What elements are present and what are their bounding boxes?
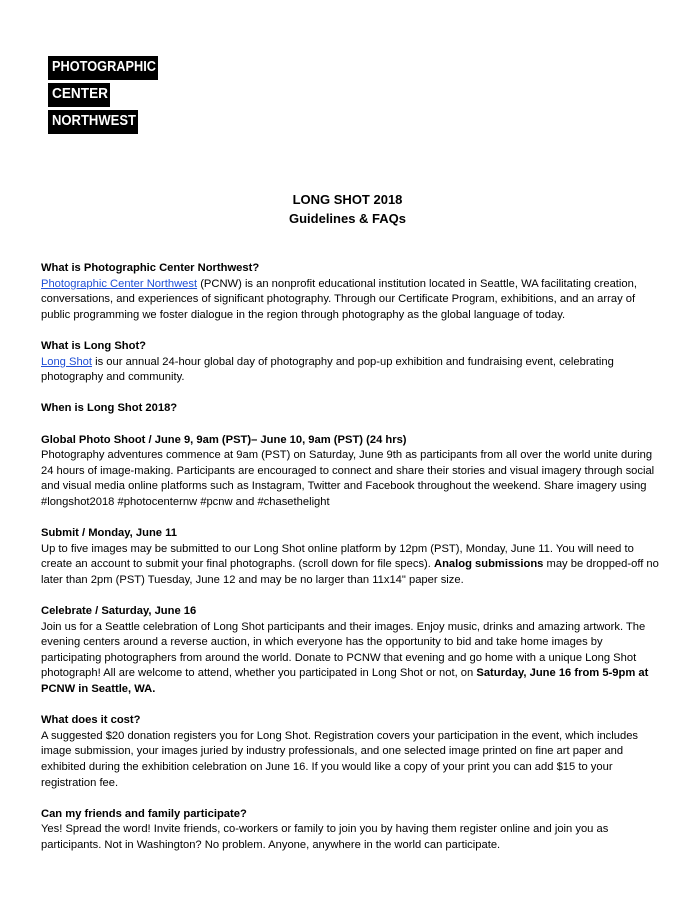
section-heading: Global Photo Shoot / June 9, 9am (PST)– June 10, 9am (PST) (24 hrs) — [41, 433, 407, 446]
section-heading: Can my friends and family participate? — [41, 807, 247, 820]
title-line-2: Guidelines & FAQs — [288, 211, 407, 226]
section-what-is-pcnw — [41, 261, 661, 323]
section-text-body: Join us for a Seattle celebration of Long Shot participants and their images. Enjoy music, drinks and amazing artwork. The evening centers around a reverse auction, in which everyone has the opportunity to bid and take home images by participating photographers from around the world. Donate to PCNW that evening and go home with a unique Long Shot photograph! All are welcome to attend, whether you participated in Long Shot or not, on — [41, 620, 646, 680]
section-text-body: (PCNW) is an nonprofit educational institution located in Seattle, WA facilitating creation, conversations, and experiences of significant photography. Through our Certificate Program, exhibitions, and an array of public programming we foster dialogue in the region through photography as the global language of today. — [41, 277, 637, 321]
pcnw-logo — [48, 56, 158, 134]
section-text: A suggested $20 donation registers you for Long Shot. Registration covers your participation in the event, which includes image submission, your images juried by industry professionals, and one selected image printed on fine art paper and exhibited during the exhibition celebration on June 16. If you would like a copy of your print you can add $15 to your registration fee. — [41, 729, 639, 789]
section-text — [41, 277, 661, 324]
section-heading: What is Long Shot? — [41, 339, 147, 352]
section-text-body: is our annual 24-hour global day of photography and pop-up exhibition and fundraising event, celebrating photography and community. — [41, 355, 614, 384]
section-when — [41, 401, 661, 417]
section-what-is-long-shot — [41, 339, 661, 386]
long-shot-link[interactable]: Long Shot — [41, 355, 93, 368]
analog-submissions-label: Analog submissions — [434, 558, 544, 571]
logo-line-photographic: PHOTOGRAPHIC — [48, 56, 158, 80]
pcnw-link[interactable]: Photographic Center Northwest — [41, 277, 198, 290]
section-cost — [41, 713, 661, 791]
section-text — [41, 542, 661, 589]
section-global-photo-shoot — [41, 433, 661, 511]
title-line-1: LONG SHOT 2018 — [292, 192, 403, 207]
section-submit — [41, 526, 661, 588]
section-text-part-2: may be dropped-off no later than 2pm (PST) Tuesday, June 12 and may be no larger than 11x14" paper size. — [41, 558, 659, 586]
section-celebrate — [41, 604, 661, 698]
document-title — [0, 190, 695, 228]
section-heading: When is Long Shot 2018? — [41, 402, 178, 415]
section-text — [41, 355, 661, 386]
section-text: Photography adventures commence at 9am (PST) on Saturday, June 9th as participants from all over the world unite during 24 hours of image-making. Participants are encouraged to connect and share their stories and visual imagery through social and visual media online platforms such as Instagram, Twitter and Facebook throughout the weekend. Share imagery using #longshot2018 #photocenternw #pcnw and #chasethelight — [41, 449, 655, 508]
section-text: Yes! Spread the word! Invite friends, co-workers or family to join you by having them register online and join you as participants. Not in Washington? No problem. Anyone, anywhere in the world can participate. — [41, 823, 609, 851]
section-heading: What is Photographic Center Northwest? — [41, 262, 260, 274]
section-heading: Submit / Monday, June 11 — [41, 527, 177, 540]
logo-line-northwest: NORTHWEST — [48, 110, 138, 134]
event-date-location: Saturday, June 16 from 5-9pm at PCNW in Seattle, WA. — [41, 667, 649, 696]
document-body — [41, 261, 661, 869]
section-friends — [41, 807, 661, 854]
section-heading: What does it cost? — [41, 714, 141, 727]
section-heading: Celebrate / Saturday, June 16 — [41, 605, 197, 618]
logo-line-center: CENTER — [48, 83, 110, 107]
section-text — [41, 620, 661, 698]
section-text-part-1: Up to five images may be submitted to our Long Shot online platform by 12pm (PST), Monday, June 11. You will need to create an account to submit your final photographs. (scroll down for file specs). — [41, 542, 634, 571]
